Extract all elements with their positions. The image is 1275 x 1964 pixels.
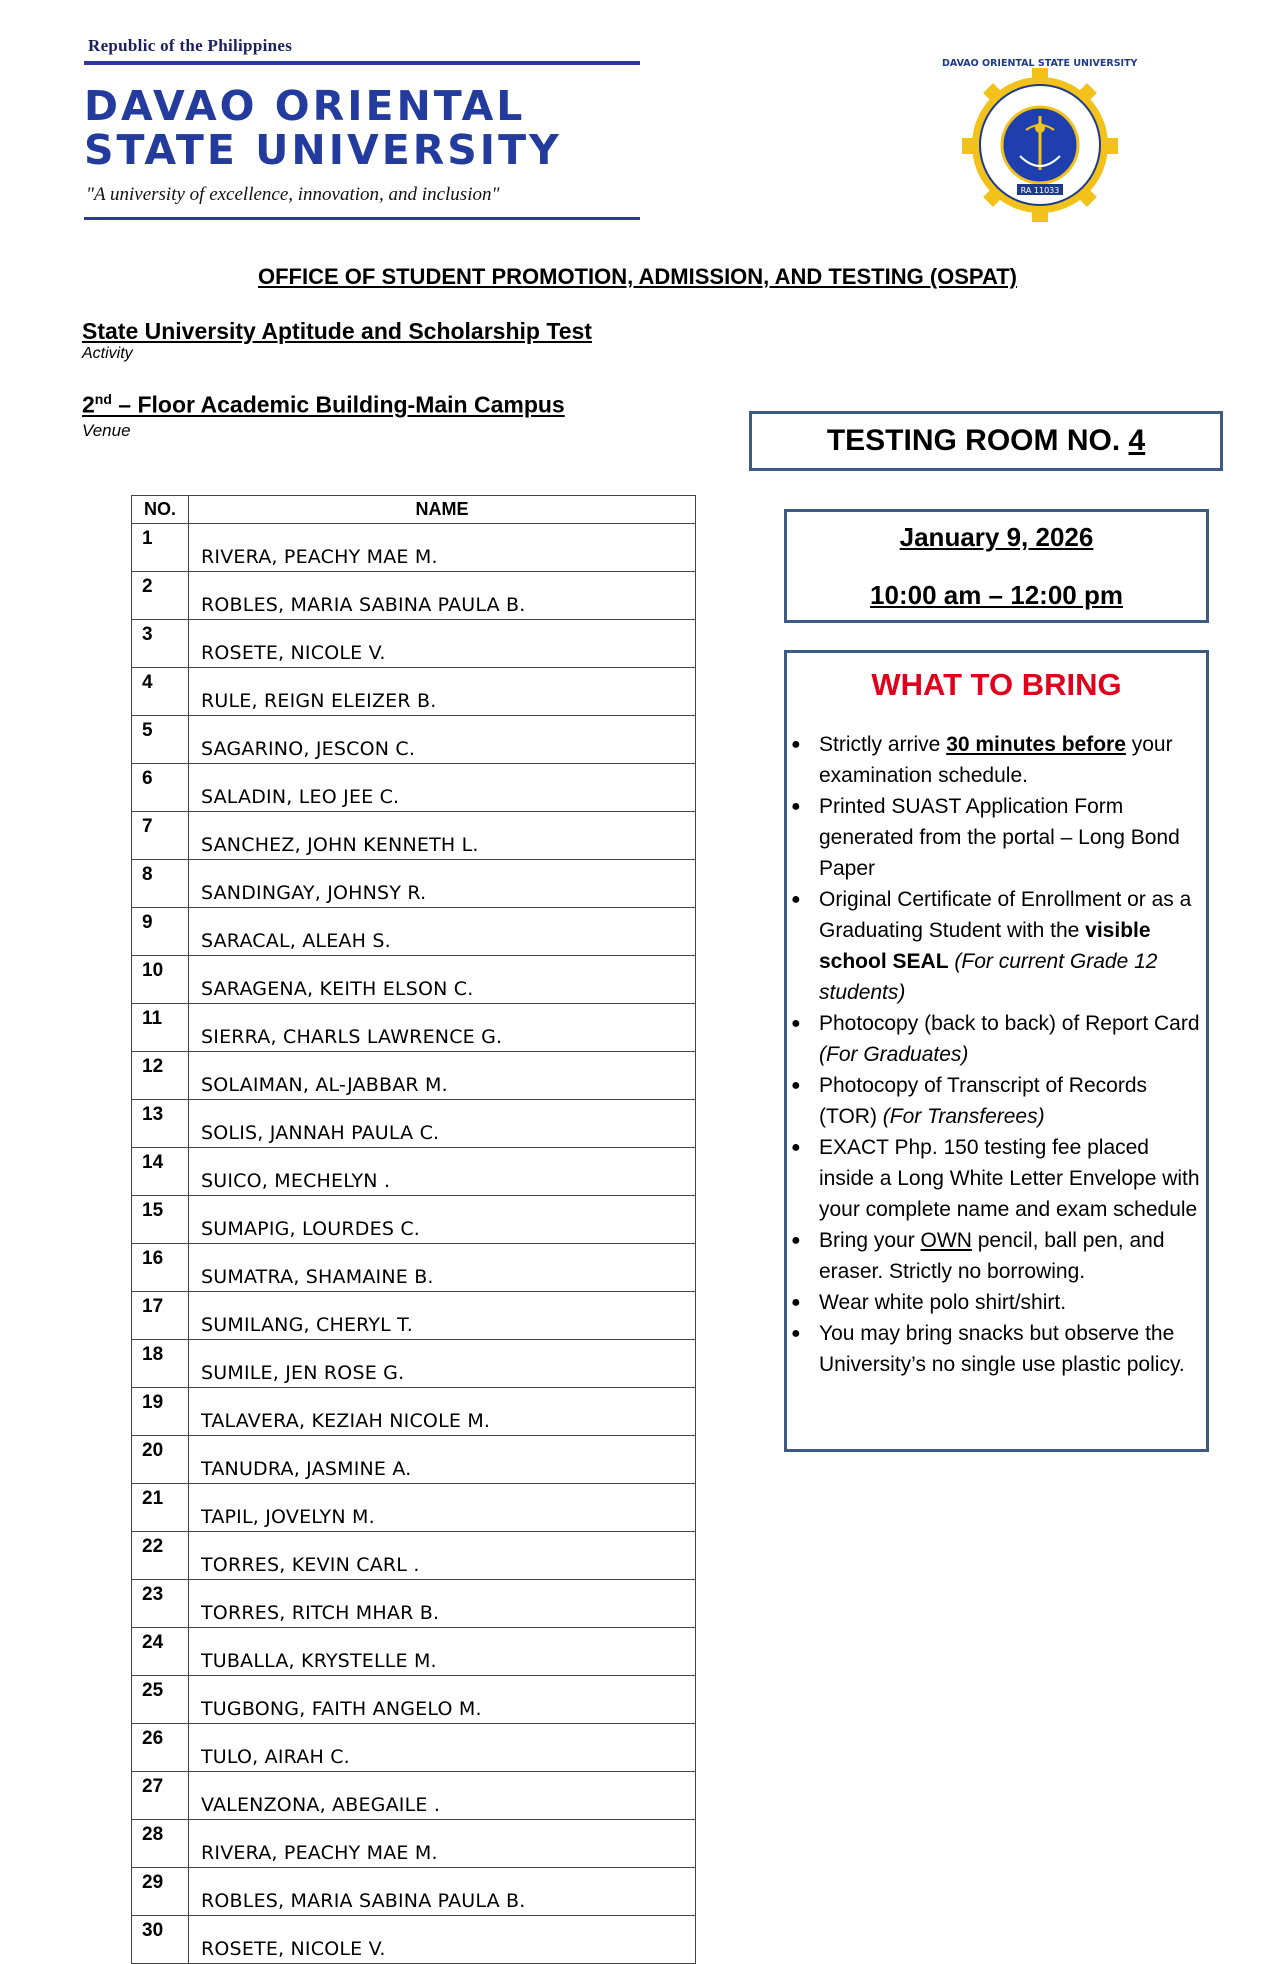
row-number: 3: [132, 620, 189, 668]
header-divider: [84, 217, 640, 220]
table-row: [132, 524, 696, 572]
bullet-icon: ●: [791, 1139, 801, 1156]
bullet-icon: ●: [791, 1015, 801, 1032]
bring-item: [787, 1225, 1212, 1287]
activity-caption: Activity: [82, 345, 133, 362]
table-row: [132, 1628, 696, 1676]
examinee-name: SOLAIMAN, AL-JABBAR M.: [189, 1052, 696, 1100]
row-number: 19: [132, 1388, 189, 1436]
row-number: 4: [132, 668, 189, 716]
row-number: 14: [132, 1148, 189, 1196]
row-number: 12: [132, 1052, 189, 1100]
examinee-name: RULE, REIGN ELEIZER B.: [189, 668, 696, 716]
examinee-name: SIERRA, CHARLS LAWRENCE G.: [189, 1004, 696, 1052]
bullet-icon: ●: [791, 1232, 801, 1249]
bring-item: [787, 1287, 1212, 1318]
university-seal-logo: [942, 58, 1138, 224]
venue-location: – Floor Academic Building-Main Campus: [111, 391, 565, 418]
testing-room-number: 4: [1128, 424, 1146, 457]
examinee-name: SUMILANG, CHERYL T.: [189, 1292, 696, 1340]
table-row: [132, 1100, 696, 1148]
examinee-roster-table: [131, 495, 696, 1964]
table-row: [132, 956, 696, 1004]
table-row: [132, 1676, 696, 1724]
row-number: 20: [132, 1436, 189, 1484]
bring-item-text: Original Certificate of Enrollment or as a Graduating Student with the visible school SEAL (For current Grade 12 students): [819, 888, 1192, 1004]
table-row: [132, 572, 696, 620]
bring-item-text: Photocopy (back to back) of Report Card (For Graduates): [819, 1012, 1200, 1066]
row-number: 29: [132, 1868, 189, 1916]
bring-item-text: Bring your OWN pencil, ball pen, and eraser. Strictly no borrowing.: [819, 1229, 1165, 1283]
table-row: [132, 1244, 696, 1292]
examinee-name: SANDINGAY, JOHNSY R.: [189, 860, 696, 908]
venue-floor-suffix: nd: [94, 391, 112, 407]
row-number: 8: [132, 860, 189, 908]
examinee-name: ROSETE, NICOLE V.: [189, 1916, 696, 1964]
table-row: [132, 1436, 696, 1484]
examinee-name: SUMILE, JEN ROSE G.: [189, 1340, 696, 1388]
examinee-name: SARACAL, ALEAH S.: [189, 908, 696, 956]
venue-caption: Venue: [82, 421, 131, 440]
testing-room-box: [749, 411, 1223, 471]
university-motto: "A university of excellence, innovation, and inclusion": [86, 184, 500, 205]
examinee-name: ROSETE, NICOLE V.: [189, 620, 696, 668]
examinee-name: TORRES, KEVIN CARL .: [189, 1532, 696, 1580]
table-row: [132, 1532, 696, 1580]
venue-floor: 2: [82, 391, 95, 418]
row-number: 2: [132, 572, 189, 620]
table-row: [132, 1580, 696, 1628]
examinee-name: TANUDRA, JASMINE A.: [189, 1436, 696, 1484]
row-number: 16: [132, 1244, 189, 1292]
bring-item: [787, 884, 1212, 1008]
university-name-line2: STATE UNIVERSITY: [84, 126, 562, 174]
row-number: 23: [132, 1580, 189, 1628]
column-header-no: NO.: [132, 496, 189, 524]
examinee-name: TORRES, RITCH MHAR B.: [189, 1580, 696, 1628]
table-row: [132, 1148, 696, 1196]
row-number: 26: [132, 1724, 189, 1772]
schedule-time: 10:00 am – 12:00 pm: [870, 580, 1123, 610]
row-number: 10: [132, 956, 189, 1004]
row-number: 9: [132, 908, 189, 956]
schedule-date: January 9, 2026: [899, 522, 1094, 552]
bring-item-text: Wear white polo shirt/shirt.: [819, 1291, 1067, 1314]
what-to-bring-list: [787, 729, 1212, 1380]
table-row: [132, 1772, 696, 1820]
bring-item: [787, 1008, 1212, 1070]
bullet-icon: ●: [791, 736, 801, 753]
table-row: [132, 716, 696, 764]
activity-value: State University Aptitude and Scholarship Test: [82, 318, 592, 344]
examinee-name: ROBLES, MARIA SABINA PAULA B.: [189, 1868, 696, 1916]
table-row: [132, 860, 696, 908]
bullet-icon: ●: [791, 1325, 801, 1342]
bring-item: [787, 1070, 1212, 1132]
row-number: 25: [132, 1676, 189, 1724]
table-row: [132, 1340, 696, 1388]
examinee-name: TULO, AIRAH C.: [189, 1724, 696, 1772]
row-number: 27: [132, 1772, 189, 1820]
table-row: [132, 1484, 696, 1532]
row-number: 30: [132, 1916, 189, 1964]
bring-item-text: You may bring snacks but observe the University’s no single use plastic policy.: [819, 1322, 1185, 1376]
bring-item: [787, 1318, 1212, 1380]
examinee-name: SUICO, MECHELYN .: [189, 1148, 696, 1196]
table-row: [132, 1868, 696, 1916]
examinee-name: SUMAPIG, LOURDES C.: [189, 1196, 696, 1244]
table-row: [132, 908, 696, 956]
row-number: 28: [132, 1820, 189, 1868]
schedule-box: [784, 509, 1209, 623]
examinee-name: SAGARINO, JESCON C.: [189, 716, 696, 764]
examinee-name: TAPIL, JOVELYN M.: [189, 1484, 696, 1532]
examinee-name: SALADIN, LEO JEE C.: [189, 764, 696, 812]
row-number: 18: [132, 1340, 189, 1388]
office-title: OFFICE OF STUDENT PROMOTION, ADMISSION, AND TESTING (OSPAT): [258, 264, 1017, 289]
bring-item-text: Printed SUAST Application Form generated from the portal – Long Bond Paper: [819, 795, 1180, 880]
bring-item: [787, 1132, 1212, 1225]
table-row: [132, 1004, 696, 1052]
examinee-name: RIVERA, PEACHY MAE M.: [189, 524, 696, 572]
what-to-bring-box: [784, 650, 1209, 1452]
examinee-name: VALENZONA, ABEGAILE .: [189, 1772, 696, 1820]
bullet-icon: ●: [791, 798, 801, 815]
table-row: [132, 764, 696, 812]
row-number: 11: [132, 1004, 189, 1052]
svg-text:RA 11033: RA 11033: [1020, 186, 1060, 195]
bullet-icon: ●: [791, 1294, 801, 1311]
bring-item-text: Photocopy of Transcript of Records (TOR) (For Transferees): [819, 1074, 1147, 1128]
table-row: [132, 620, 696, 668]
row-number: 17: [132, 1292, 189, 1340]
table-row: [132, 1820, 696, 1868]
row-number: 22: [132, 1532, 189, 1580]
table-row: [132, 1052, 696, 1100]
country-label: Republic of the Philippines: [88, 36, 293, 55]
bring-item: [787, 791, 1212, 884]
venue-value: [82, 391, 565, 419]
table-header-row: [132, 496, 696, 524]
examinee-name: TUGBONG, FAITH ANGELO M.: [189, 1676, 696, 1724]
row-number: 1: [132, 524, 189, 572]
examinee-name: TALAVERA, KEZIAH NICOLE M.: [189, 1388, 696, 1436]
examinee-name: SARAGENA, KEITH ELSON C.: [189, 956, 696, 1004]
bullet-icon: ●: [791, 891, 801, 908]
table-row: [132, 668, 696, 716]
examinee-name: SUMATRA, SHAMAINE B.: [189, 1244, 696, 1292]
table-row: [132, 1196, 696, 1244]
bring-item-text: EXACT Php. 150 testing fee placed inside a Long White Letter Envelope with your complete name and exam schedule: [819, 1136, 1200, 1221]
table-row: [132, 1388, 696, 1436]
examinee-name: RIVERA, PEACHY MAE M.: [189, 1820, 696, 1868]
row-number: 13: [132, 1100, 189, 1148]
examinee-name: ROBLES, MARIA SABINA PAULA B.: [189, 572, 696, 620]
examinee-name: SOLIS, JANNAH PAULA C.: [189, 1100, 696, 1148]
university-name-line1: DAVAO ORIENTAL: [84, 82, 526, 130]
bullet-icon: ●: [791, 1077, 801, 1094]
row-number: 7: [132, 812, 189, 860]
bring-item-text: Strictly arrive 30 minutes before your examination schedule.: [819, 733, 1173, 787]
table-row: [132, 1292, 696, 1340]
testing-room-label: TESTING ROOM NO.: [826, 424, 1129, 457]
table-row: [132, 1916, 696, 1964]
row-number: 24: [132, 1628, 189, 1676]
header-divider: [84, 61, 640, 65]
table-row: [132, 812, 696, 860]
bring-item: [787, 729, 1212, 791]
what-to-bring-title: WHAT TO BRING: [871, 667, 1122, 702]
table-row: [132, 1724, 696, 1772]
row-number: 6: [132, 764, 189, 812]
column-header-name: NAME: [189, 496, 696, 524]
examinee-name: SANCHEZ, JOHN KENNETH L.: [189, 812, 696, 860]
row-number: 21: [132, 1484, 189, 1532]
svg-text:DAVAO ORIENTAL STATE UNIVERSIT: DAVAO ORIENTAL STATE UNIVERSITY: [942, 58, 1138, 69]
row-number: 15: [132, 1196, 189, 1244]
row-number: 5: [132, 716, 189, 764]
examinee-name: TUBALLA, KRYSTELLE M.: [189, 1628, 696, 1676]
